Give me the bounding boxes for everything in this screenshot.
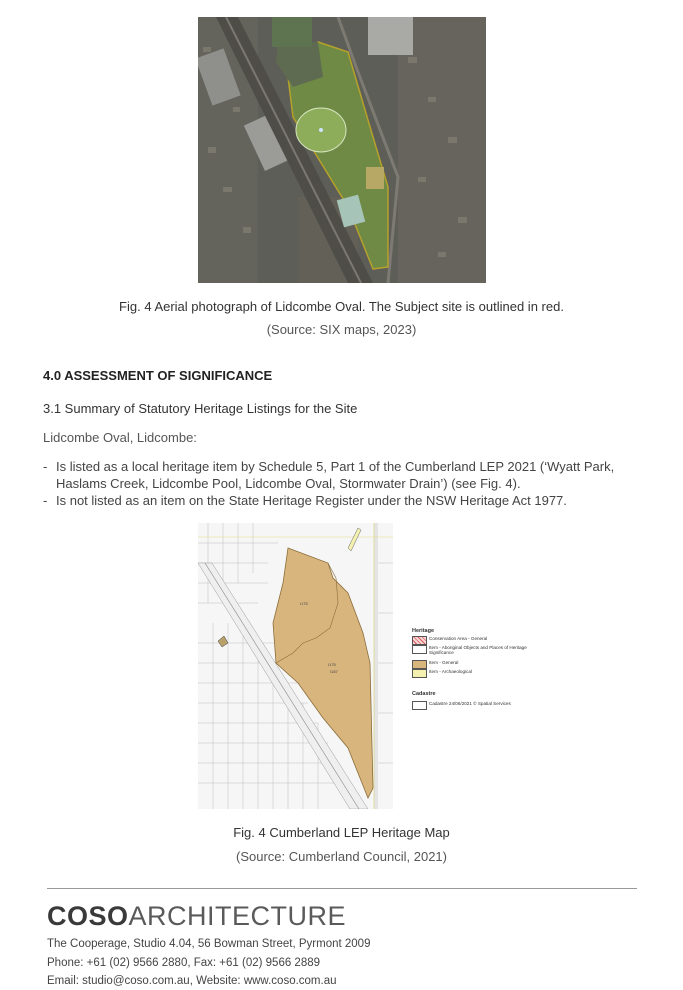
footer-phone: Phone: +61 (02) 9566 2880, Fax: +61 (02) 9566 2889 [47,957,321,969]
section-heading: 4.0 ASSESSMENT OF SIGNIFICANCE [43,368,273,383]
company-logo [47,901,346,931]
legend-heritage-title: Heritage [412,628,435,634]
map-label: I175 [328,662,336,667]
figure-source: (Source: SIX maps, 2023) [266,322,417,337]
legend-label: Conservation Area - General [429,636,488,641]
site-name: Lidcombe Oval, Lidcombe: [43,430,197,445]
aerial-photo [198,17,486,283]
legend-label: Item - General [429,660,459,665]
list-item [43,459,653,492]
bullet-marker: - [43,459,48,474]
footer-address: The Cooperage, Studio 4.04, 56 Bowman Street, Pyrmont 2009 [47,938,371,950]
logo-light: ARCHITECTURE [128,901,347,931]
footer-contact: Email: studio@coso.com.au, Website: www.coso.com.au [47,975,337,987]
map-legend [408,623,543,718]
subheading: 3.1 Summary of Statutory Heritage Listings for the Site [43,401,358,416]
listing-bullets [43,459,653,511]
legend-label: Item - Archaeological [429,669,472,674]
footer-divider [47,888,637,889]
legend-label: Item - Aboriginal Objects and Places of Heritage Significance [429,645,527,655]
heritage-map [198,523,393,809]
figure-source: (Source: Cumberland Council, 2021) [236,849,447,864]
bullet-text: Is listed as a local heritage item by Schedule 5, Part 1 of the Cumberland LEP 2021 (‘Wyatt Park, Haslams Creek, Lidcombe Pool, Lidcombe Oval, Stormwater Drain’) (see Fig. 4). [56,459,615,491]
bullet-text: Is not listed as an item on the State Heritage Register under the NSW Heritage Act 1977. [56,493,567,508]
legend-cadastre-title: Cadastre [412,691,436,697]
legend-label: Cadastre 24/06/2021 © Spatial Services [429,701,511,706]
legend-swatch [412,660,427,669]
figure-caption: Fig. 4 Cumberland LEP Heritage Map [233,825,450,840]
legend-swatch [412,669,427,678]
legend-swatch [412,701,427,710]
map-label: I187 [330,669,338,674]
list-item [43,493,653,510]
bullet-marker: - [43,493,48,508]
figure-caption: Fig. 4 Aerial photograph of Lidcombe Oval. The Subject site is outlined in red. [119,299,564,314]
legend-swatch [412,636,427,645]
map-label: I175 [300,601,308,606]
logo-bold: COSO [47,901,129,931]
legend-swatch [412,645,427,654]
